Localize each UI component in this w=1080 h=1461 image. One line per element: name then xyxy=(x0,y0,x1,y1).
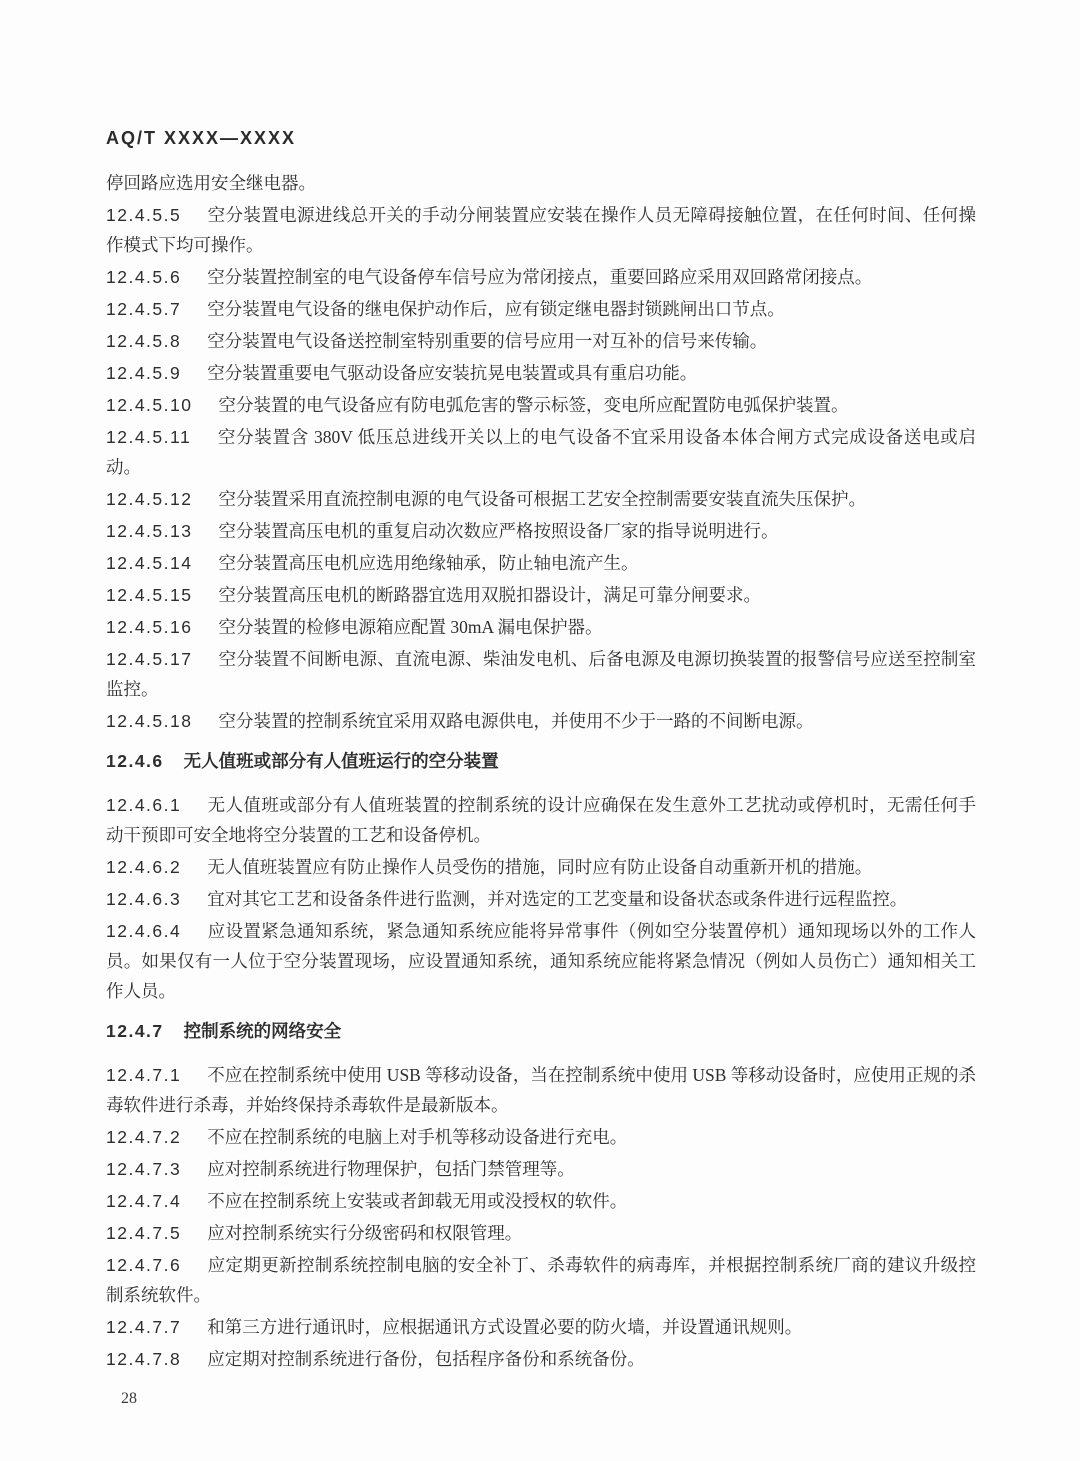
clause-number: 12.4.7.4 xyxy=(106,1191,182,1211)
body-paragraph xyxy=(106,168,976,198)
clause-number: 12.4.6.4 xyxy=(106,921,182,941)
clause-paragraph xyxy=(106,1312,976,1342)
clause-number: 12.4.5.17 xyxy=(106,649,193,669)
clause-text: 停回路应选用安全继电器。 xyxy=(106,173,316,193)
clause-number: 12.4.5.12 xyxy=(106,489,193,509)
clause-paragraph xyxy=(106,1250,976,1310)
clause-number: 12.4.6.2 xyxy=(106,857,182,877)
clause-paragraph xyxy=(106,1344,976,1374)
clause-text: 应设置紧急通知系统，紧急通知系统应能将异常事件（例如空分装置停机）通知现场以外的工作人员。如果仅有一人位于空分装置现场，应设置通知系统，通知系统应能将紧急情况（例如人员伤亡）通知相关工作人员。 xyxy=(106,921,976,1001)
clause-number: 12.4.5.7 xyxy=(106,299,182,319)
clause-text: 应定期对控制系统进行备份，包括程序备份和系统备份。 xyxy=(207,1349,645,1369)
section-title-text: 控制系统的网络安全 xyxy=(183,1021,342,1041)
clause-text: 应对控制系统实行分级密码和权限管理。 xyxy=(207,1223,523,1243)
clause-text: 空分装置的控制系统宜采用双路电源供电，并使用不少于一路的不间断电源。 xyxy=(218,711,814,731)
clause-number: 12.4.5.8 xyxy=(106,331,182,351)
clause-number: 12.4.5.11 xyxy=(106,427,192,447)
clause-paragraph xyxy=(106,358,976,388)
clause-paragraph xyxy=(106,706,976,736)
section-number: 12.4.6 xyxy=(106,751,164,771)
clause-paragraph xyxy=(106,1122,976,1152)
clause-paragraph xyxy=(106,612,976,642)
clause-number: 12.4.5.18 xyxy=(106,711,193,731)
clause-text: 宜对其它工艺和设备条件进行监测，并对选定的工艺变量和设备状态或条件进行远程监控。 xyxy=(207,889,908,909)
clause-paragraph xyxy=(106,326,976,356)
clause-paragraph xyxy=(106,422,976,482)
clause-text: 空分装置高压电机的重复启动次数应严格按照设备厂家的指导说明进行。 xyxy=(218,521,779,541)
clause-text: 空分装置电气设备送控制室特别重要的信号应用一对互补的信号来传输。 xyxy=(207,331,768,351)
clause-number: 12.4.5.6 xyxy=(106,267,182,287)
clause-number: 12.4.7.7 xyxy=(106,1317,182,1337)
clause-number: 12.4.7.8 xyxy=(106,1349,182,1369)
clause-number: 12.4.5.14 xyxy=(106,553,193,573)
clause-number: 12.4.5.15 xyxy=(106,585,193,605)
section-title-text: 无人值班或部分有人值班运行的空分装置 xyxy=(183,751,499,771)
clause-text: 无人值班或部分有人值班装置的控制系统的设计应确保在发生意外工艺扰动或停机时，无需任何手动干预即可安全地将空分装置的工艺和设备停机。 xyxy=(106,795,976,845)
clause-text: 空分装置重要电气驱动设备应安装抗晃电装置或具有重启功能。 xyxy=(207,363,698,383)
clause-number: 12.4.7.3 xyxy=(106,1159,182,1179)
clause-text: 不应在控制系统的电脑上对手机等移动设备进行充电。 xyxy=(207,1127,628,1147)
clause-text: 应定期更新控制系统控制电脑的安全补丁、杀毒软件的病毒库，并根据控制系统厂商的建议升级控制系统软件。 xyxy=(106,1255,976,1305)
section-heading xyxy=(106,746,976,776)
clause-number: 12.4.5.13 xyxy=(106,521,193,541)
clause-number: 12.4.5.5 xyxy=(106,205,182,225)
clause-text: 不应在控制系统上安装或者卸载无用或没授权的软件。 xyxy=(207,1191,628,1211)
clause-paragraph xyxy=(106,1154,976,1184)
standard-code-header: AQ/T XXXX—XXXX xyxy=(106,128,297,148)
clause-text: 空分装置高压电机应选用绝缘轴承，防止轴电流产生。 xyxy=(218,553,639,573)
clause-paragraph xyxy=(106,1186,976,1216)
clause-paragraph xyxy=(106,200,976,260)
clause-paragraph xyxy=(106,1060,976,1120)
clause-text: 空分装置的检修电源箱应配置 30mA 漏电保护器。 xyxy=(218,617,603,637)
clause-paragraph xyxy=(106,852,976,882)
clause-number: 12.4.5.10 xyxy=(106,395,193,415)
clause-text: 不应在控制系统中使用 USB 等移动设备，当在控制系统中使用 USB 等移动设备时，应使用正规的杀毒软件进行杀毒，并始终保持杀毒软件是最新版本。 xyxy=(106,1065,976,1115)
clause-number: 12.4.5.9 xyxy=(106,363,182,383)
clause-paragraph xyxy=(106,548,976,578)
clause-text: 空分装置不间断电源、直流电源、柴油发电机、后备电源及电源切换装置的报警信号应送至控制室监控。 xyxy=(106,649,976,699)
clause-paragraph xyxy=(106,916,976,1006)
clause-paragraph xyxy=(106,884,976,914)
clause-text: 空分装置含 380V 低压总进线开关以上的电气设备不宜采用设备本体合闸方式完成设备送电或启动。 xyxy=(106,427,976,477)
clause-paragraph xyxy=(106,390,976,420)
clause-number: 12.4.7.1 xyxy=(106,1065,182,1085)
clause-text: 无人值班装置应有防止操作人员受伤的措施，同时应有防止设备自动重新开机的措施。 xyxy=(207,857,873,877)
clause-text: 空分装置电源进线总开关的手动分闸装置应安装在操作人员无障碍接触位置，在任何时间、任何操作模式下均可操作。 xyxy=(106,205,976,255)
section-number: 12.4.7 xyxy=(106,1021,164,1041)
clause-text: 应对控制系统进行物理保护，包括门禁管理等。 xyxy=(207,1159,575,1179)
clause-number: 12.4.6.3 xyxy=(106,889,182,909)
section-heading xyxy=(106,1016,976,1046)
clause-number: 12.4.7.2 xyxy=(106,1127,182,1147)
page-number: 28 xyxy=(121,1390,137,1407)
document-content xyxy=(106,168,976,1376)
clause-paragraph xyxy=(106,294,976,324)
clause-paragraph xyxy=(106,516,976,546)
clause-text: 空分装置控制室的电气设备停车信号应为常闭接点，重要回路应采用双回路常闭接点。 xyxy=(207,267,873,287)
clause-paragraph xyxy=(106,580,976,610)
clause-paragraph xyxy=(106,790,976,850)
clause-text: 空分装置的电气设备应有防电弧危害的警示标签，变电所应配置防电弧保护装置。 xyxy=(218,395,849,415)
clause-text: 和第三方进行通讯时，应根据通讯方式设置必要的防火墙，并设置通讯规则。 xyxy=(207,1317,803,1337)
clause-paragraph xyxy=(106,484,976,514)
clause-paragraph xyxy=(106,644,976,704)
clause-text: 空分装置高压电机的断路器宜选用双脱扣器设计，满足可靠分闸要求。 xyxy=(218,585,761,605)
clause-number: 12.4.5.16 xyxy=(106,617,193,637)
clause-text: 空分装置电气设备的继电保护动作后，应有锁定继电器封锁跳闸出口节点。 xyxy=(207,299,785,319)
clause-text: 空分装置采用直流控制电源的电气设备可根据工艺安全控制需要安装直流失压保护。 xyxy=(218,489,866,509)
clause-paragraph xyxy=(106,1218,976,1248)
clause-paragraph xyxy=(106,262,976,292)
clause-number: 12.4.7.5 xyxy=(106,1223,182,1243)
clause-number: 12.4.7.6 xyxy=(106,1255,182,1275)
clause-number: 12.4.6.1 xyxy=(106,795,182,815)
